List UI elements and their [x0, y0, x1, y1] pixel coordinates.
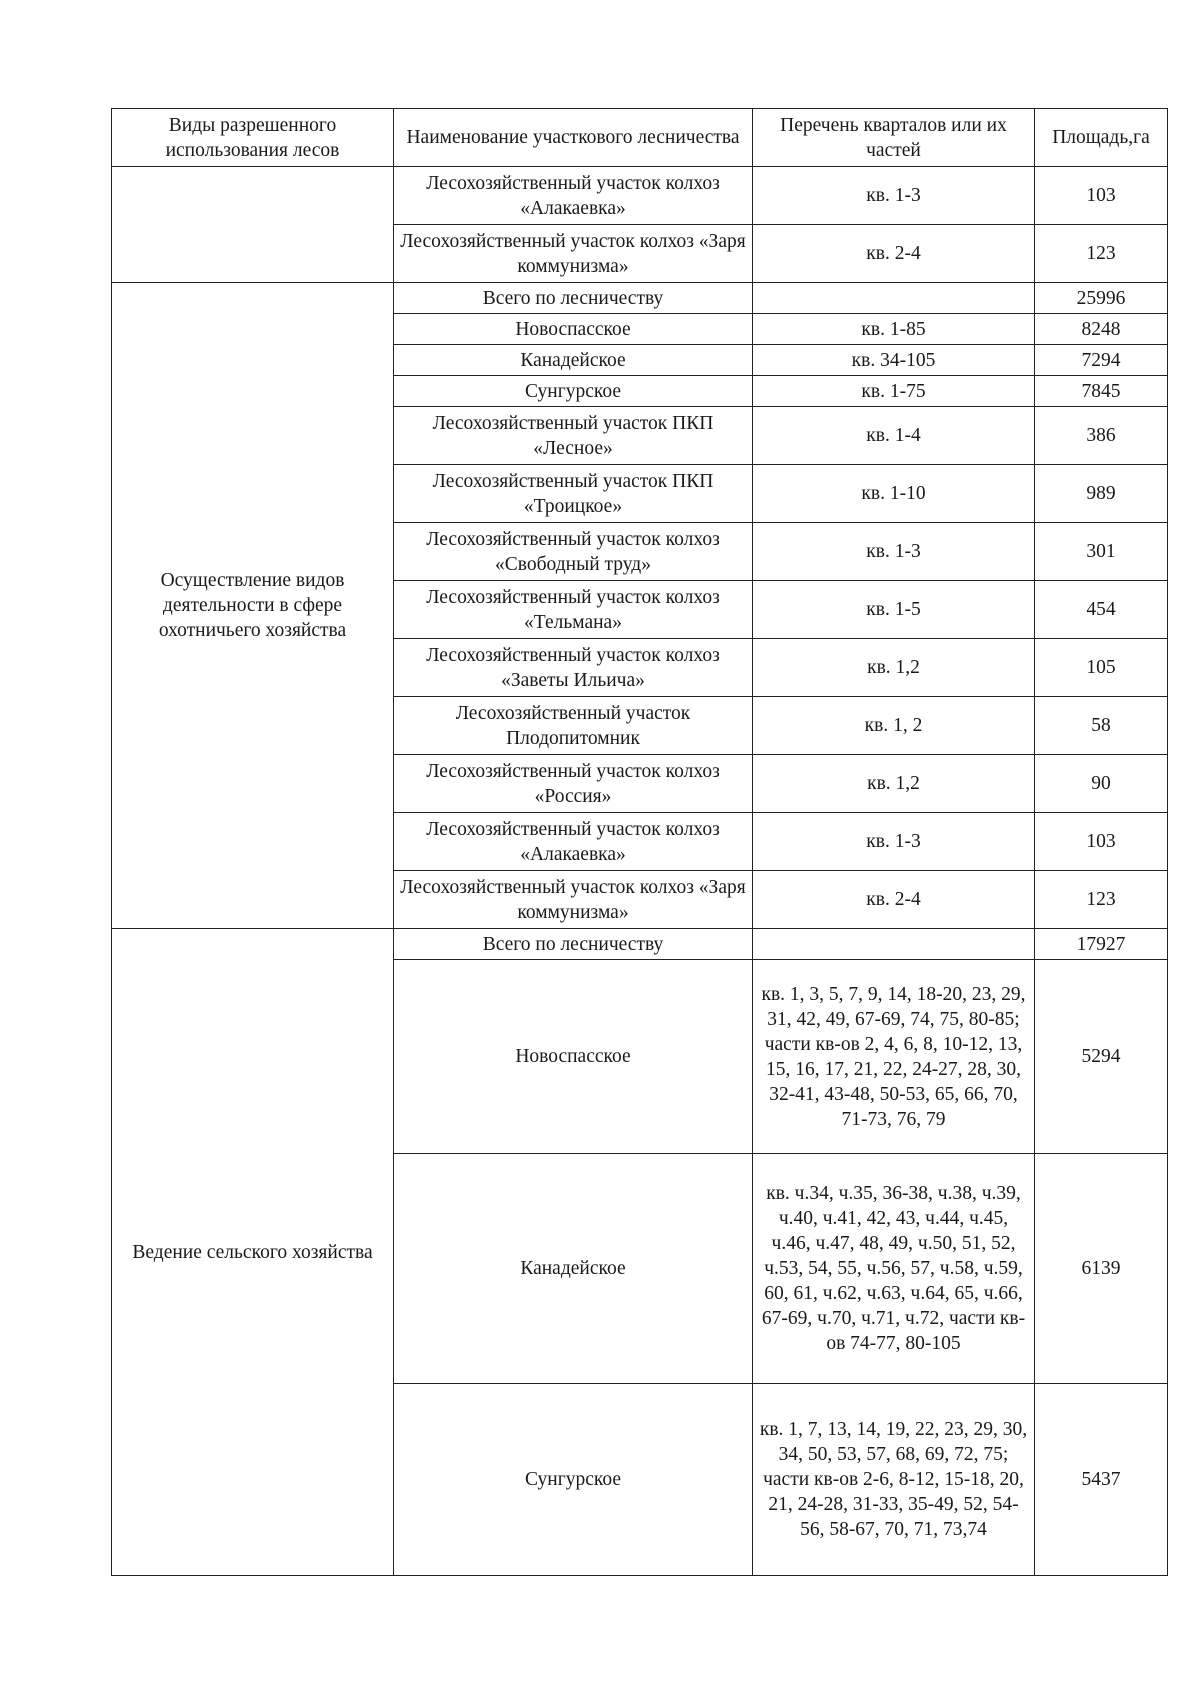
area-cell: 25996: [1035, 283, 1168, 314]
forestry-name-cell: Новоспасское: [394, 960, 753, 1154]
area-cell: 5294: [1035, 960, 1168, 1154]
header-area: Площадь,га: [1035, 109, 1168, 167]
document-page: [111, 108, 1167, 1576]
forestry-name-cell: Канадейское: [394, 1154, 753, 1384]
forestry-name-cell: Всего по лесничеству: [394, 283, 753, 314]
forestry-name-cell: Лесохозяйственный участок колхоз «Заря коммунизма»: [394, 225, 753, 283]
area-cell: 58: [1035, 697, 1168, 755]
area-cell: 7845: [1035, 376, 1168, 407]
quarters-cell: кв. 2-4: [753, 225, 1035, 283]
quarters-cell: кв. 1, 2: [753, 697, 1035, 755]
quarters-cell: кв. 1-3: [753, 813, 1035, 871]
area-cell: 386: [1035, 407, 1168, 465]
forestry-name-cell: Лесохозяйственный участок колхоз «Заря коммунизма»: [394, 871, 753, 929]
quarters-cell: кв. 1-4: [753, 407, 1035, 465]
forestry-name-cell: Сунгурское: [394, 376, 753, 407]
quarters-cell: кв. 34-105: [753, 345, 1035, 376]
area-cell: 103: [1035, 167, 1168, 225]
area-cell: 17927: [1035, 929, 1168, 960]
forestry-name-cell: Всего по лесничеству: [394, 929, 753, 960]
forestry-name-cell: Лесохозяйственный участок колхоз «Заветы Ильича»: [394, 639, 753, 697]
area-cell: 5437: [1035, 1384, 1168, 1576]
quarters-cell: кв. 1,2: [753, 755, 1035, 813]
area-cell: 123: [1035, 225, 1168, 283]
quarters-cell: кв. 1, 7, 13, 14, 19, 22, 23, 29, 30, 34, 50, 53, 57, 68, 69, 72, 75; части кв-ов 2-6, 8-12, 15-18, 20, 21, 24-28, 31-33, 35-49, 52, 54-56, 58-67, 70, 71, 73,74: [753, 1384, 1035, 1576]
forestry-name-cell: Лесохозяйственный участок ПКП «Троицкое»: [394, 465, 753, 523]
usage-type-cell-continued: [112, 167, 394, 283]
header-quarters: Перечень кварталов или их частей: [753, 109, 1035, 167]
quarters-cell: кв. 1,2: [753, 639, 1035, 697]
area-cell: 8248: [1035, 314, 1168, 345]
quarters-cell: кв. 1-3: [753, 167, 1035, 225]
forestry-name-cell: Лесохозяйственный участок колхоз «Алакаевка»: [394, 167, 753, 225]
header-forestry-name: Наименование участкового лесничества: [394, 109, 753, 167]
forestry-name-cell: Канадейское: [394, 345, 753, 376]
table-row: [112, 929, 1168, 960]
table-row: [112, 283, 1168, 314]
area-cell: 90: [1035, 755, 1168, 813]
area-cell: 105: [1035, 639, 1168, 697]
quarters-cell: кв. 1, 3, 5, 7, 9, 14, 18-20, 23, 29, 31, 42, 49, 67-69, 74, 75, 80-85; части кв-ов 2, 4, 6, 8, 10-12, 13, 15, 16, 17, 21, 22, 24-27, 28, 30, 32-41, 43-48, 50-53, 65, 66, 70, 71-73, 76, 79: [753, 960, 1035, 1154]
forestry-name-cell: Лесохозяйственный участок Плодопитомник: [394, 697, 753, 755]
quarters-cell: [753, 283, 1035, 314]
quarters-cell: кв. ч.34, ч.35, 36-38, ч.38, ч.39, ч.40, ч.41, 42, 43, ч.44, ч.45, ч.46, ч.47, 48, 49, ч.50, 51, 52, ч.53, 54, 55, ч.56, 57, ч.58, ч.59, 60, 61, ч.62, ч.63, ч.64, 65, ч.66, 67-69, ч.70, ч.71, ч.72, части кв-ов 74-77, 80-105: [753, 1154, 1035, 1384]
forestry-name-cell: Лесохозяйственный участок ПКП «Лесное»: [394, 407, 753, 465]
forestry-name-cell: Лесохозяйственный участок колхоз «Тельмана»: [394, 581, 753, 639]
usage-type-cell-hunting: Осуществление видов деятельности в сфере охотничьего хозяйства: [112, 283, 394, 929]
forestry-name-cell: Сунгурское: [394, 1384, 753, 1576]
forestry-name-cell: Лесохозяйственный участок колхоз «Свободный труд»: [394, 523, 753, 581]
usage-type-cell-agriculture: Ведение сельского хозяйства: [112, 929, 394, 1576]
quarters-cell: кв. 1-10: [753, 465, 1035, 523]
area-cell: 989: [1035, 465, 1168, 523]
area-cell: 301: [1035, 523, 1168, 581]
quarters-cell: [753, 929, 1035, 960]
table-row: [112, 167, 1168, 225]
area-cell: 103: [1035, 813, 1168, 871]
table-header-row: [112, 109, 1168, 167]
quarters-cell: кв. 1-75: [753, 376, 1035, 407]
forestry-name-cell: Лесохозяйственный участок колхоз «Алакаевка»: [394, 813, 753, 871]
area-cell: 123: [1035, 871, 1168, 929]
forestry-name-cell: Новоспасское: [394, 314, 753, 345]
quarters-cell: кв. 1-85: [753, 314, 1035, 345]
header-usage-type: Виды разрешенного использования лесов: [112, 109, 394, 167]
quarters-cell: кв. 1-3: [753, 523, 1035, 581]
quarters-cell: кв. 1-5: [753, 581, 1035, 639]
area-cell: 7294: [1035, 345, 1168, 376]
quarters-cell: кв. 2-4: [753, 871, 1035, 929]
forestry-name-cell: Лесохозяйственный участок колхоз «Россия»: [394, 755, 753, 813]
area-cell: 454: [1035, 581, 1168, 639]
forest-usage-table: [111, 108, 1168, 1576]
area-cell: 6139: [1035, 1154, 1168, 1384]
